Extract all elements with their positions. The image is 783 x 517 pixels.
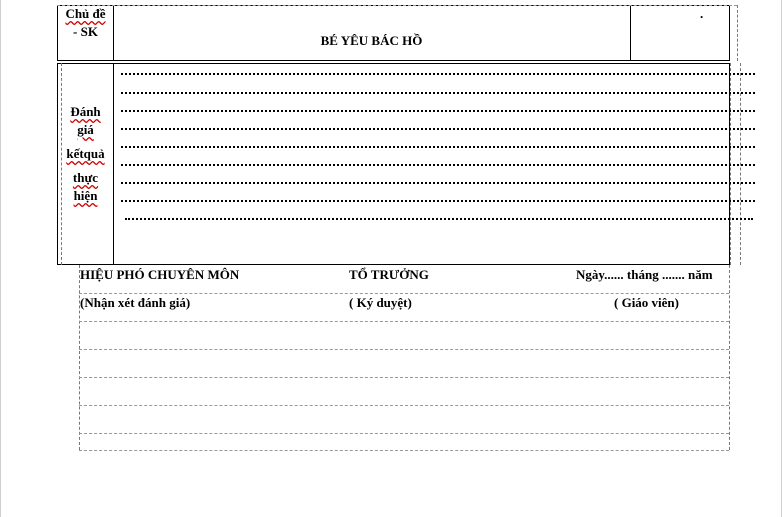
evaluation-label-line-4: thực	[72, 170, 99, 185]
evaluation-label-line-3: kếtquả	[66, 146, 105, 161]
evaluation-line	[121, 73, 755, 75]
signature-row-line	[79, 450, 729, 451]
evaluation-line	[121, 92, 755, 94]
signature-row-line	[79, 321, 729, 322]
header-guide-right	[737, 5, 738, 61]
topic-label	[58, 6, 113, 39]
evaluation-label-line-1: Đánh	[70, 104, 101, 119]
evaluation-label-line-2: giá	[77, 122, 94, 137]
vice-principal-title: HIỆU PHÓ CHUYÊN MÔN	[80, 267, 240, 282]
signature-row-line	[79, 349, 729, 350]
topic-label-line1: Chủ đề	[65, 6, 106, 21]
signature-row-line	[79, 405, 729, 406]
evaluation-label	[58, 104, 113, 203]
team-leader-note: ( Ký duyệt)	[349, 295, 412, 310]
header-right-mark: .	[700, 6, 704, 21]
teacher-note: ( Giáo viên)	[614, 295, 679, 310]
evaluation-line	[125, 218, 753, 220]
header-divider-right	[630, 5, 631, 61]
evaluation-line	[121, 182, 755, 184]
signature-row-line	[79, 293, 729, 294]
signature-row-line	[79, 433, 729, 434]
evaluation-line	[121, 146, 755, 148]
date-line: Ngày...... tháng ....... năm	[576, 267, 713, 282]
evaluation-line	[121, 128, 755, 130]
page-edge-right	[781, 0, 782, 517]
evaluation-line	[121, 164, 755, 166]
header-guide-top	[57, 5, 737, 6]
evaluation-label-line-5: hiện	[73, 188, 98, 203]
signature-row-line	[79, 377, 729, 378]
team-leader-title: TỔ TRƯỞNG	[349, 267, 429, 282]
evaluation-line	[121, 200, 755, 202]
signature-guide-right	[729, 265, 730, 450]
topic-label-line2: - SK	[73, 24, 98, 39]
vice-principal-note: (Nhận xét đánh giá)	[80, 295, 191, 310]
page-title: BÉ YÊU BÁC HỒ	[320, 33, 423, 48]
evaluation-divider	[113, 63, 114, 265]
evaluation-line	[121, 110, 755, 112]
page-edge-left	[0, 0, 1, 517]
